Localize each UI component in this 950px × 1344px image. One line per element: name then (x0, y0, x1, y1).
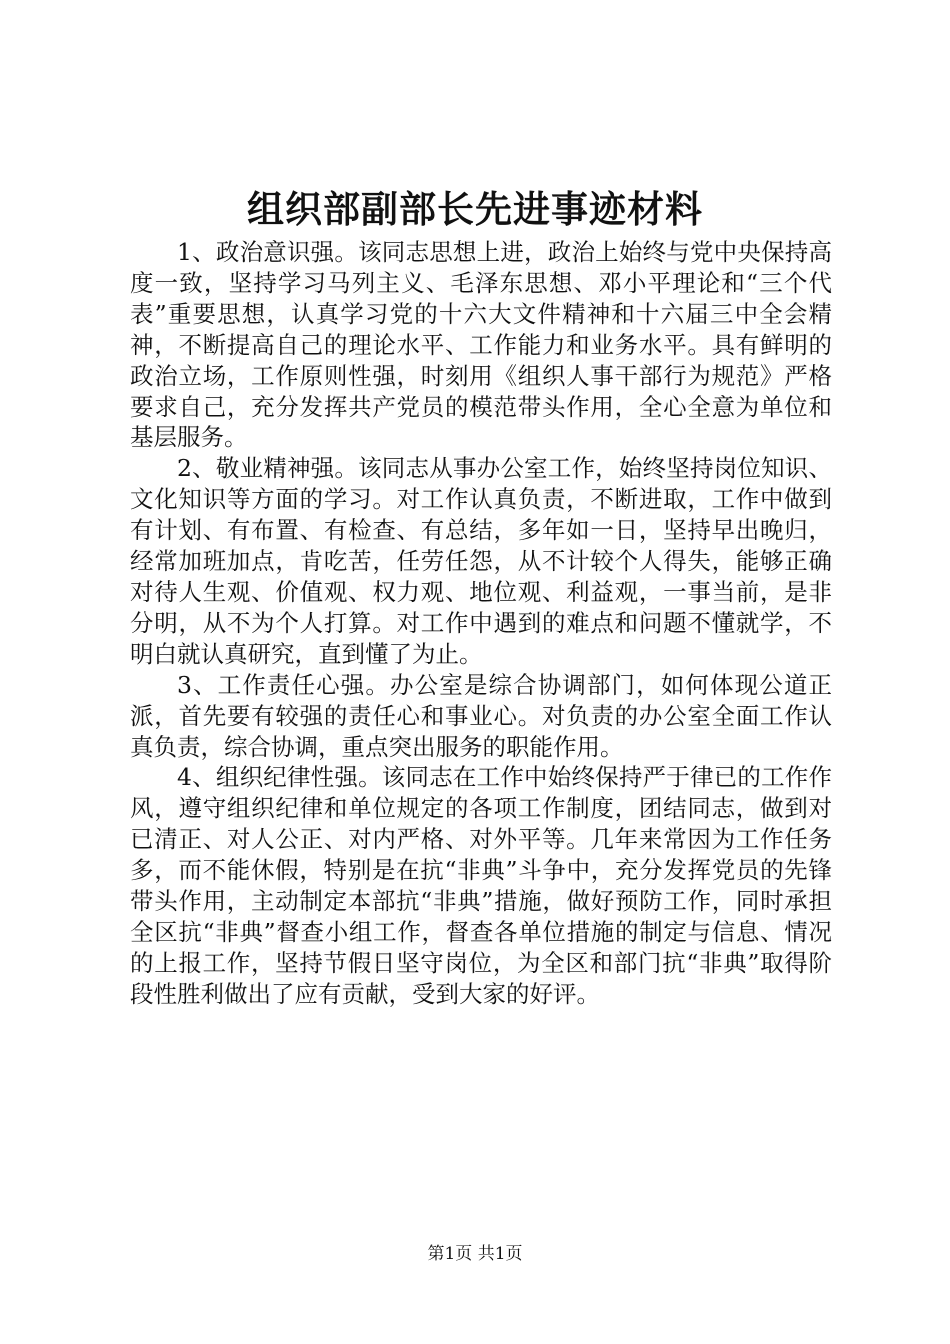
paragraph-dedication: 2、敬业精神强。该同志从事办公室工作，始终坚持岗位知识、文化知识等方面的学习。对工作认真负责，不断进取，工作中做到有计划、有布置、有检查、有总结，多年如一日，坚持早出晚归，经常加班加点，肯吃苦，任劳任怨，从不计较个人得失，能够正确对待人生观、价值观、权力观、地位观、利益观，一事当前，是非分明，从不为个人打算。对工作中遇到的难点和问题不懂就学，不明白就认真研究，直到懂了为止。 (130, 454, 832, 668)
page-number-footer: 第1页 共1页 (427, 1244, 523, 1264)
document-body (130, 237, 832, 1010)
paragraph-responsibility: 3、工作责任心强。办公室是综合协调部门，如何体现公道正派，首先要有较强的责任心和事业心。对负责的办公室全面工作认真负责，综合协调，重点突出服务的职能作用。 (130, 670, 832, 761)
document-title: 组织部副部长先进事迹材料 (247, 187, 703, 231)
paragraph-political-awareness: 1、政治意识强。该同志思想上进，政治上始终与党中央保持高度一致，坚持学习马列主义、毛泽东思想、邓小平理论和“三个代表”重要思想，认真学习党的十六大文件精神和十六届三中全会精神，不断提高自己的理论水平、工作能力和业务水平。具有鲜明的政治立场，工作原则性强，时刻用《组织人事干部行为规范》严格要求自己，充分发挥共产党员的模范带头作用，全心全意为单位和基层服务。 (130, 238, 832, 452)
paragraph-discipline: 4、组织纪律性强。该同志在工作中始终保持严于律已的工作作风，遵守组织纪律和单位规定的各项工作制度，团结同志，做到对已清正、对人公正、对内严格、对外平等。几年来常因为工作任务多，而不能休假，特别是在抗“非典”斗争中，充分发挥党员的先锋带头作用，主动制定本部抗“非典”措施，做好预防工作，同时承担全区抗“非典”督查小组工作，督查各单位措施的制定与信息、情况的上报工作，坚持节假日坚守岗位，为全区和部门抗“非典”取得阶段性胜利做出了应有贡献，受到大家的好评。 (130, 763, 832, 1008)
